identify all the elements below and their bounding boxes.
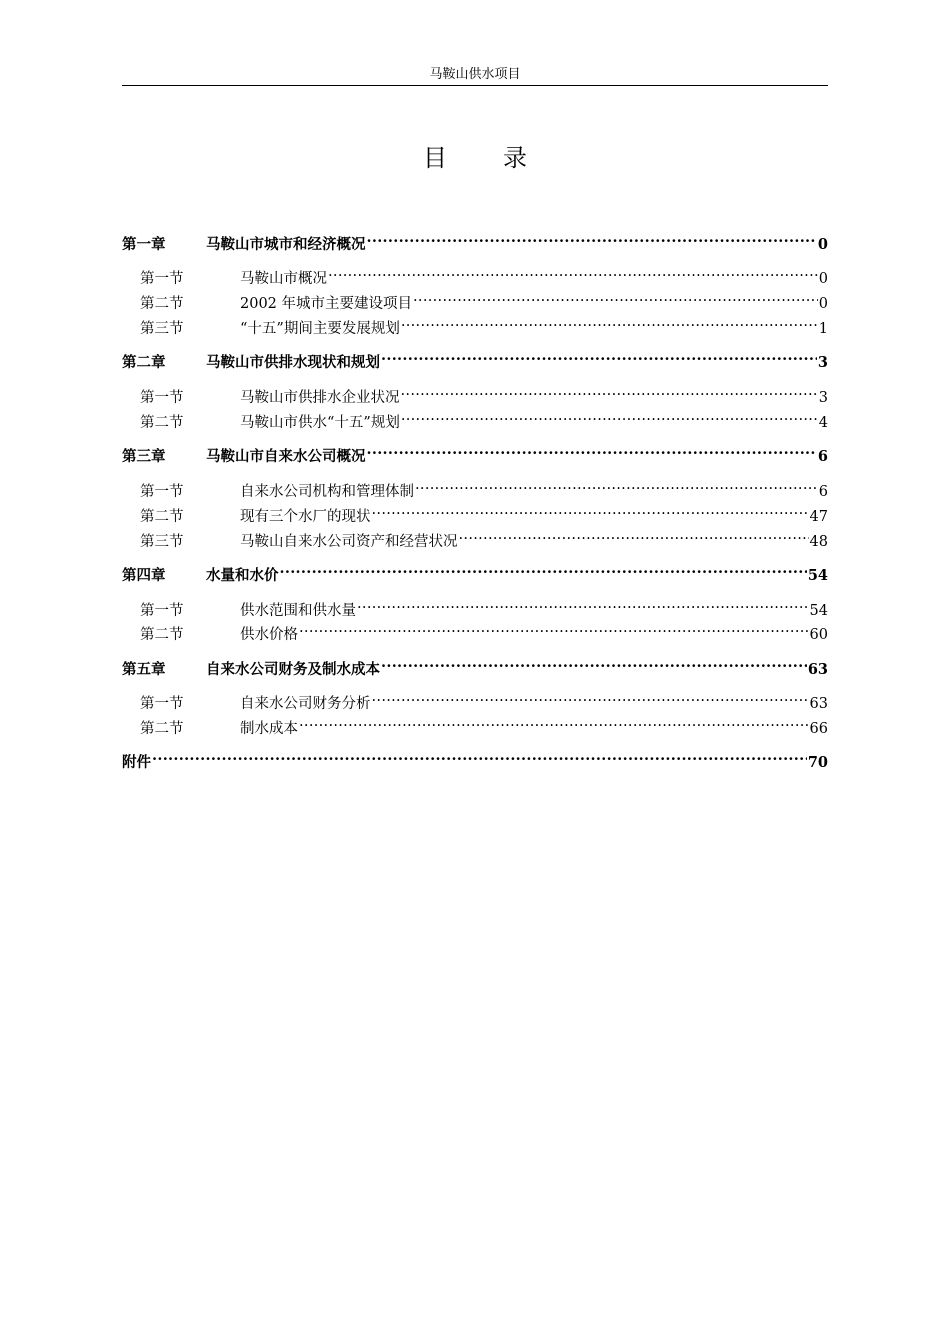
toc-entry-title: 自来水公司财务分析 <box>240 696 371 712</box>
toc-dot-leader <box>152 745 807 767</box>
toc-dot-leader <box>413 286 818 308</box>
toc-entry-number: 第二章 <box>122 354 166 371</box>
toc-page-number: 47 <box>809 509 828 525</box>
toc-entry-title: 2002 年城市主要建设项目 <box>240 296 413 312</box>
toc-section-entry[interactable] <box>122 286 828 312</box>
toc-dot-leader <box>357 593 809 615</box>
toc-dot-leader <box>381 652 807 674</box>
toc-dot-leader <box>459 524 809 546</box>
toc-section-entry[interactable] <box>122 380 828 406</box>
toc-chapter-entry[interactable] <box>122 345 828 371</box>
toc-entry-number: 第一节 <box>140 390 184 406</box>
toc-entry-number: 第二节 <box>140 627 184 643</box>
toc-entry-number: 第三节 <box>140 321 184 337</box>
toc-dot-leader <box>381 345 817 367</box>
toc-chapter-entry[interactable] <box>122 558 828 584</box>
toc-entry-title: 水量和水价 <box>206 567 279 584</box>
toc-entry-title: 制水成本 <box>240 721 298 737</box>
toc-chapter-entry[interactable] <box>122 227 828 253</box>
toc-entry-title: 现有三个水厂的现状 <box>240 509 371 525</box>
toc-entry-title: 马鞍山市供水“十五”规划 <box>240 415 400 431</box>
toc-chapter-entry[interactable] <box>122 439 828 465</box>
toc-entry-number: 第二节 <box>140 296 184 312</box>
toc-entry-number: 第一节 <box>140 696 184 712</box>
header-rule <box>122 85 828 86</box>
toc-dot-leader <box>367 227 817 249</box>
toc-entry-title: “十五”期间主要发展规划 <box>240 321 400 337</box>
toc-entry-number: 第五章 <box>122 661 166 678</box>
toc-page-number: 48 <box>809 534 828 550</box>
toc-entry-title: 马鞍山市城市和经济概况 <box>206 236 366 253</box>
toc-entry-number: 第一节 <box>140 603 184 619</box>
toc-page-number: 54 <box>807 567 828 584</box>
toc-entry-title: 自来水公司财务及制水成本 <box>206 661 380 678</box>
toc-entry-title: 马鞍山自来水公司资产和经营状况 <box>240 534 458 550</box>
toc-entry-title: 附件 <box>122 754 151 771</box>
toc-page-number: 0 <box>817 236 828 253</box>
toc-page-number: 6 <box>817 448 828 465</box>
toc-appendix-entry[interactable] <box>122 745 828 771</box>
toc-dot-leader <box>415 474 818 496</box>
toc-entry-number: 第一节 <box>140 484 184 500</box>
toc-section-entry[interactable] <box>122 499 828 525</box>
toc-dot-leader <box>401 380 818 402</box>
toc-dot-leader <box>401 311 818 333</box>
toc-entry-title: 供水范围和供水量 <box>240 603 356 619</box>
title-char-1: 目 <box>423 144 447 172</box>
toc-entry-number: 第一节 <box>140 271 184 287</box>
toc-dot-leader <box>280 558 807 580</box>
toc-dot-leader <box>401 405 818 427</box>
toc-page-number: 4 <box>818 415 828 431</box>
toc-page-number: 3 <box>818 390 828 406</box>
toc-entry-title: 供水价格 <box>240 627 298 643</box>
toc-section-entry[interactable] <box>122 474 828 500</box>
toc-entry-number: 第二节 <box>140 721 184 737</box>
title-char-2: 录 <box>503 144 527 172</box>
toc-page-number: 1 <box>818 321 828 337</box>
toc-page-number: 6 <box>818 484 828 500</box>
toc-dot-leader <box>372 499 809 521</box>
toc-page-number: 70 <box>807 754 828 771</box>
toc-section-entry[interactable] <box>122 686 828 712</box>
toc-page-number: 3 <box>817 354 828 371</box>
toc-section-entry[interactable] <box>122 524 828 550</box>
toc-page-number: 0 <box>818 296 828 312</box>
toc-chapter-entry[interactable] <box>122 652 828 678</box>
toc-page-number: 60 <box>809 627 828 643</box>
running-header: 马鞍山供水项目 <box>429 67 521 82</box>
toc-section-entry[interactable] <box>122 405 828 431</box>
toc-page-number: 66 <box>809 721 828 737</box>
toc-entry-number: 第四章 <box>122 567 166 584</box>
toc-entry-number: 第三章 <box>122 448 166 465</box>
toc-entry-title: 马鞍山市供排水企业状况 <box>240 390 400 406</box>
toc-entry-number: 第一章 <box>122 236 166 253</box>
toc-page-number: 63 <box>809 696 828 712</box>
toc-section-entry[interactable] <box>122 311 828 337</box>
toc-dot-leader <box>372 686 809 708</box>
toc-entry-number: 第二节 <box>140 415 184 431</box>
toc-page-number: 54 <box>809 603 828 619</box>
toc-page-number: 63 <box>807 661 828 678</box>
toc-section-entry[interactable] <box>122 711 828 737</box>
toc-entry-number: 第二节 <box>140 509 184 525</box>
toc-dot-leader <box>328 261 818 283</box>
page-title <box>0 140 950 176</box>
toc-dot-leader <box>367 439 817 461</box>
toc-page-number: 0 <box>818 271 828 287</box>
toc-section-entry[interactable] <box>122 593 828 619</box>
toc-entry-title: 自来水公司机构和管理体制 <box>240 484 414 500</box>
toc-dot-leader <box>299 617 809 639</box>
toc-dot-leader <box>299 711 809 733</box>
toc-entry-title: 马鞍山市概况 <box>240 271 327 287</box>
toc-section-entry[interactable] <box>122 261 828 287</box>
toc-entry-title: 马鞍山市自来水公司概况 <box>206 448 366 465</box>
toc-entry-title: 马鞍山市供排水现状和规划 <box>206 354 380 371</box>
toc-section-entry[interactable] <box>122 617 828 643</box>
toc-entry-number: 第三节 <box>140 534 184 550</box>
